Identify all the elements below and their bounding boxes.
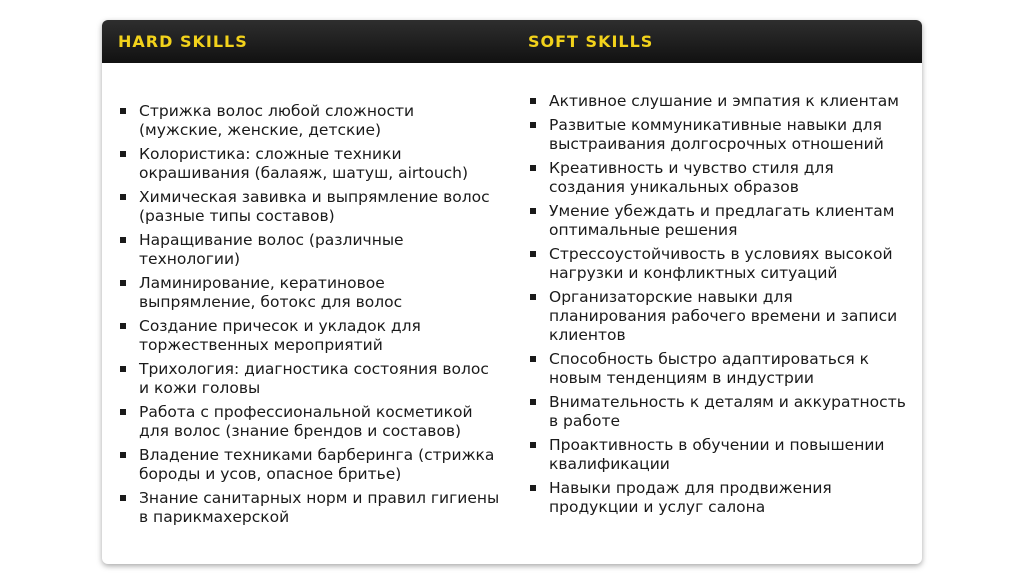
list-item: Умение убеждать и предлагать клиентам оптимальные решения — [530, 202, 910, 240]
list-item: Способность быстро адаптироваться к новым тенденциям в индустрии — [530, 350, 910, 388]
bullet-icon — [530, 98, 536, 104]
list-item: Знание санитарных норм и правил гигиены в парикмахерской — [120, 489, 500, 527]
soft-skills-title: SOFT SKILLS — [528, 32, 654, 51]
bullet-icon — [530, 122, 536, 128]
list-item: Ламинирование, кератиновое выпрямление, ботокс для волос — [120, 274, 500, 312]
bullet-icon — [120, 495, 126, 501]
bullet-icon — [530, 442, 536, 448]
list-item: Навыки продаж для продвижения продукции и услуг салона — [530, 479, 910, 517]
hard-skills-title: HARD SKILLS — [118, 32, 248, 51]
list-item: Проактивность в обучении и повышении квалификации — [530, 436, 910, 474]
skills-header — [102, 20, 922, 63]
list-item: Стрессоустойчивость в условиях высокой нагрузки и конфликтных ситуаций — [530, 245, 910, 283]
hard-skills-list — [120, 102, 500, 532]
bullet-icon — [530, 356, 536, 362]
list-item: Создание причесок и укладок для торжественных мероприятий — [120, 317, 500, 355]
bullet-icon — [530, 294, 536, 300]
bullet-icon — [530, 165, 536, 171]
bullet-icon — [120, 151, 126, 157]
bullet-icon — [120, 108, 126, 114]
list-item: Владение техниками барберинга (стрижка бороды и усов, опасное бритье) — [120, 446, 500, 484]
bullet-icon — [530, 251, 536, 257]
list-item: Развитые коммуникативные навыки для выстраивания долгосрочных отношений — [530, 116, 910, 154]
list-item: Химическая завивка и выпрямление волос (разные типы составов) — [120, 188, 500, 226]
bullet-icon — [120, 409, 126, 415]
list-item: Работа с профессиональной косметикой для волос (знание брендов и составов) — [120, 403, 500, 441]
bullet-icon — [120, 194, 126, 200]
list-item: Трихология: диагностика состояния волос и кожи головы — [120, 360, 500, 398]
bullet-icon — [530, 485, 536, 491]
list-item: Наращивание волос (различные технологии) — [120, 231, 500, 269]
bullet-icon — [120, 452, 126, 458]
bullet-icon — [120, 237, 126, 243]
bullet-icon — [530, 208, 536, 214]
bullet-icon — [120, 280, 126, 286]
bullet-icon — [530, 399, 536, 405]
list-item: Креативность и чувство стиля для создания уникальных образов — [530, 159, 910, 197]
list-item: Колористика: сложные техники окрашивания (балаяж, шатуш, airtouch) — [120, 145, 500, 183]
soft-skills-list — [530, 92, 910, 522]
list-item: Стрижка волос любой сложности (мужские, женские, детские) — [120, 102, 500, 140]
list-item: Организаторские навыки для планирования рабочего времени и записи клиентов — [530, 288, 910, 345]
list-item: Внимательность к деталям и аккуратность в работе — [530, 393, 910, 431]
list-item: Активное слушание и эмпатия к клиентам — [530, 92, 910, 111]
skills-card — [102, 20, 922, 564]
bullet-icon — [120, 323, 126, 329]
bullet-icon — [120, 366, 126, 372]
